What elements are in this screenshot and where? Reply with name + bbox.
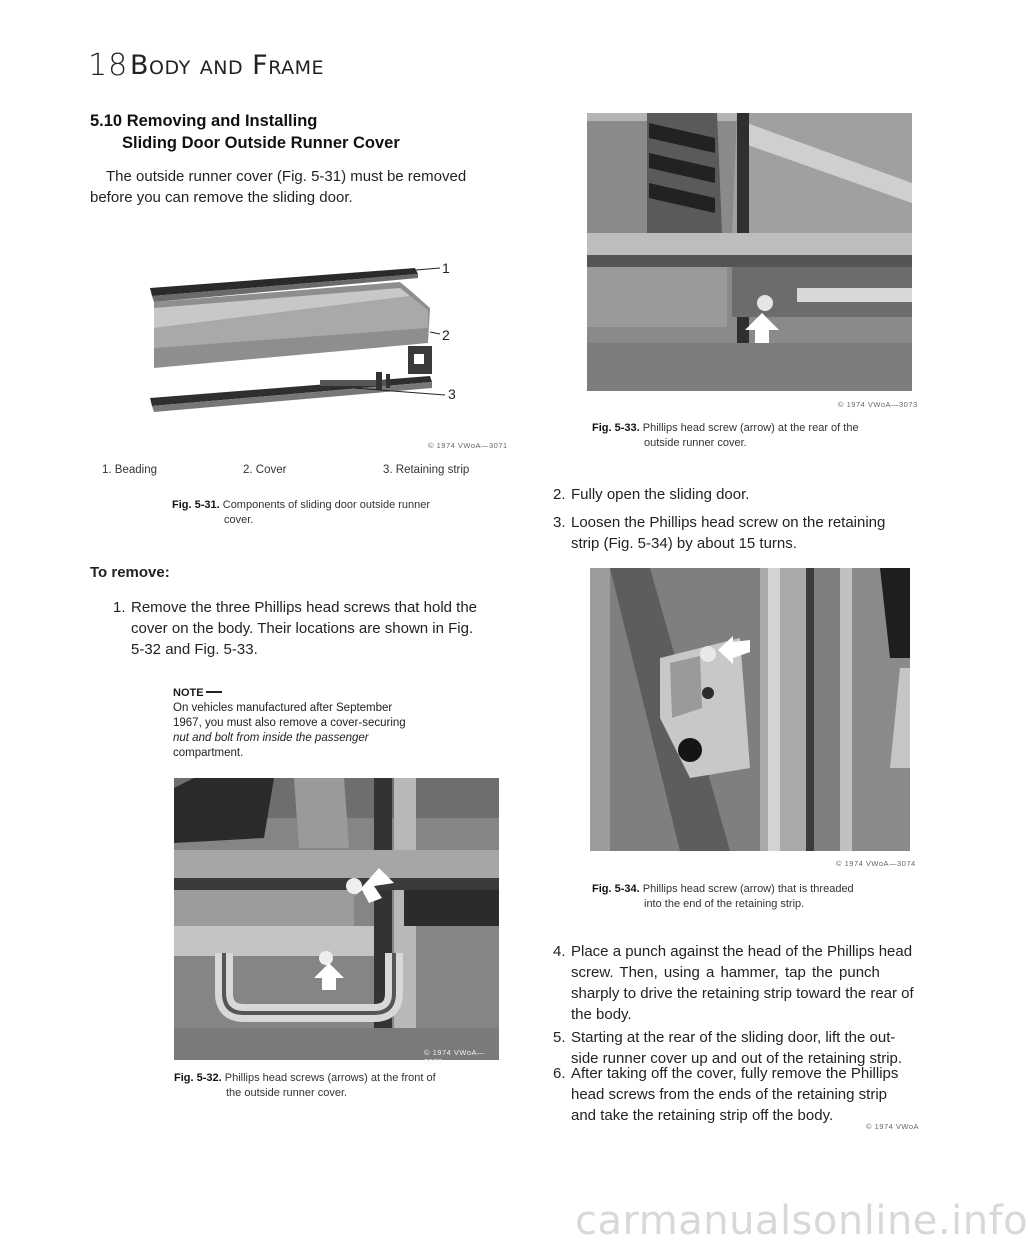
step-4 bbox=[553, 941, 923, 1029]
caption-text: cover. bbox=[224, 514, 254, 526]
fig-5-32-caption bbox=[174, 1071, 504, 1101]
text-line: The outside runner cover (Fig. 5-31) must be removed bbox=[106, 168, 467, 185]
runner-cover-components-illustration bbox=[140, 248, 470, 428]
text-line: head screws from the ends of the retaining strip bbox=[571, 1086, 887, 1103]
step-number: 6. bbox=[553, 1065, 566, 1082]
fig-5-31-copyright: © 1974 VWoA—3071 bbox=[428, 441, 508, 450]
fig-5-31-caption bbox=[172, 498, 502, 528]
fig-5-32-photo bbox=[174, 778, 499, 1066]
step-number: 4. bbox=[553, 943, 566, 960]
note-line: nut and bolt from inside the passenger bbox=[173, 732, 369, 744]
caption-text: Components of sliding door outside runner bbox=[222, 499, 431, 511]
caption-text: the outside runner cover. bbox=[226, 1087, 348, 1099]
rear-screw-photo bbox=[587, 113, 912, 391]
text-line: 5-32 and Fig. 5-33. bbox=[131, 641, 258, 658]
caption-label: Fig. 5-32. bbox=[174, 1072, 222, 1084]
fig-5-33-caption bbox=[592, 421, 922, 451]
fig-5-34-copyright: © 1974 VWoA—3074 bbox=[836, 859, 916, 868]
note-rule bbox=[206, 691, 222, 693]
text-line: sharply to drive the retaining strip toward the rear of bbox=[571, 985, 914, 1002]
text-line: the body. bbox=[571, 1006, 632, 1023]
page-header-title: Body and Frame bbox=[130, 50, 325, 81]
text-line: before you can remove the sliding door. bbox=[90, 189, 353, 206]
legend-item: 2. Cover bbox=[243, 464, 287, 476]
to-remove-heading: To remove: bbox=[90, 564, 170, 581]
note-heading: NOTE bbox=[173, 687, 204, 699]
text-line: cover on the body. Their locations are shown in Fig. bbox=[131, 620, 474, 637]
caption-label: Fig. 5-31. bbox=[172, 499, 220, 511]
legend-item: 1. Beading bbox=[102, 464, 157, 476]
caption-text: Phillips head screws (arrows) at the front of bbox=[224, 1072, 436, 1084]
caption-text: Phillips head screw (arrow) at the rear of the bbox=[642, 422, 859, 434]
caption-text: Phillips head screw (arrow) that is threaded bbox=[642, 883, 854, 895]
footer-copyright: © 1974 VWoA bbox=[866, 1122, 919, 1131]
text-line: Fully open the sliding door. bbox=[571, 486, 750, 503]
text-line: side runner cover up and out of the retaining strip. bbox=[571, 1050, 903, 1067]
text-line: Starting at the rear of the sliding door, lift the out- bbox=[571, 1029, 896, 1046]
fig-5-33-copyright: © 1974 VWoA—3073 bbox=[838, 400, 918, 409]
intro-paragraph bbox=[90, 166, 500, 208]
step-number: 1. bbox=[113, 599, 126, 616]
retaining-strip-screw-photo bbox=[590, 568, 910, 851]
step-6 bbox=[553, 1063, 923, 1129]
step-3 bbox=[553, 512, 923, 556]
step-2 bbox=[553, 484, 923, 506]
caption-text: outside runner cover. bbox=[644, 437, 747, 449]
caption-label: Fig. 5-33. bbox=[592, 422, 640, 434]
legend-item: 3. Retaining strip bbox=[383, 464, 470, 476]
step-number: 5. bbox=[553, 1029, 566, 1046]
text-line: screw. Then, using a hammer, tap the punch bbox=[571, 964, 880, 981]
text-line: strip (Fig. 5-34) by about 15 turns. bbox=[571, 535, 797, 552]
fig-5-34-caption bbox=[592, 882, 922, 912]
callout-3: 3 bbox=[448, 386, 456, 402]
watermark: carmanualsonline.info bbox=[575, 1198, 1028, 1244]
text-line: Remove the three Phillips head screws that hold the bbox=[131, 599, 478, 616]
caption-text: into the end of the retaining strip. bbox=[644, 898, 805, 910]
step-1 bbox=[113, 597, 508, 663]
fig-5-33-photo bbox=[587, 113, 912, 391]
note-line: 1967, you must also remove a cover-securing bbox=[173, 717, 406, 729]
text-line: and take the retaining strip off the body. bbox=[571, 1107, 834, 1124]
text-line: After taking off the cover, fully remove the Phillips bbox=[571, 1065, 899, 1082]
section-title-line: 5.10 Removing and Installing bbox=[90, 112, 318, 130]
callout-2: 2 bbox=[442, 327, 450, 343]
text-line: Loosen the Phillips head screw on the retaining bbox=[571, 514, 886, 531]
note-line: compartment. bbox=[173, 747, 244, 759]
section-title bbox=[90, 110, 400, 154]
caption-label: Fig. 5-34. bbox=[592, 883, 640, 895]
section-title-line: Sliding Door Outside Runner Cover bbox=[122, 134, 400, 152]
callout-1: 1 bbox=[442, 260, 450, 276]
fig-5-31-drawing bbox=[140, 248, 470, 428]
note-line: On vehicles manufactured after September bbox=[173, 702, 393, 714]
step-number: 3. bbox=[553, 514, 566, 531]
note-box bbox=[173, 683, 473, 761]
step-number: 2. bbox=[553, 486, 566, 503]
fig-5-32-copyright: © 1974 VWoA—3072 bbox=[424, 1048, 485, 1066]
page-number: 18 bbox=[88, 48, 129, 83]
fig-5-34-photo bbox=[590, 568, 910, 851]
text-line: Place a punch against the head of the Phillips head bbox=[571, 943, 913, 960]
front-screws-photo bbox=[174, 778, 499, 1060]
